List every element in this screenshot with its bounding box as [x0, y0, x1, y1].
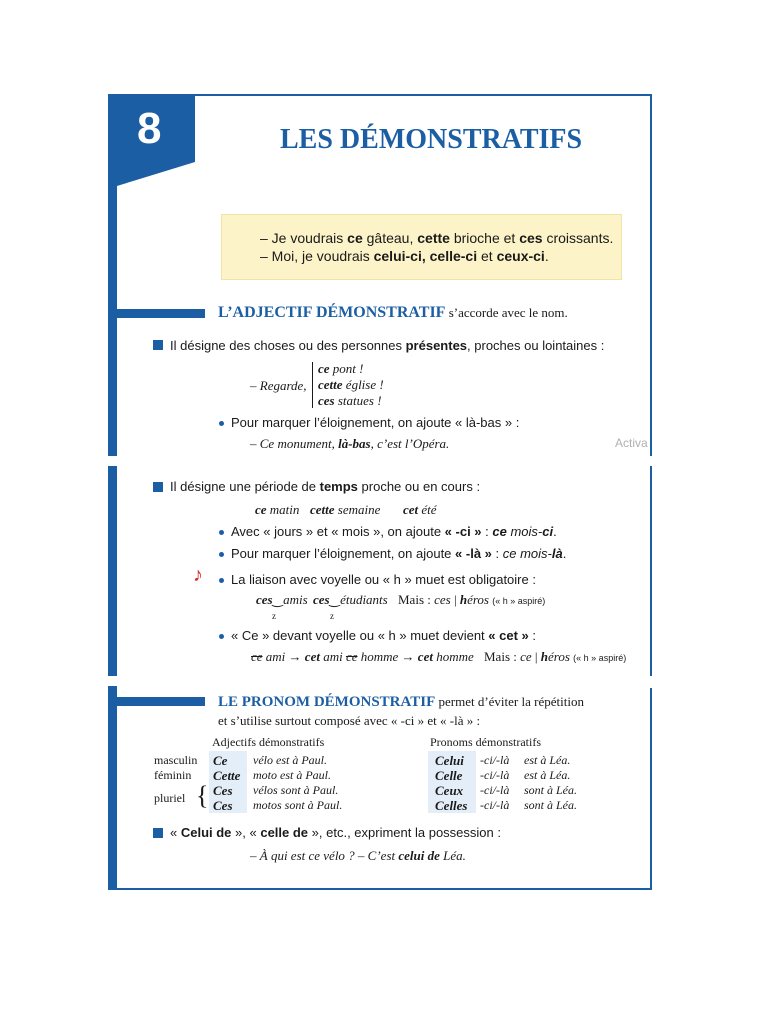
- left-border-bottom: [108, 686, 117, 890]
- pron-row-1: Celui: [435, 753, 464, 768]
- suffix-row-1: -ci/-là: [480, 753, 510, 767]
- regarde-brace: [312, 362, 313, 408]
- bullet-icon: [219, 634, 224, 639]
- eloignement-example: – Ce monument, là-bas, c’est l’Opéra.: [250, 436, 450, 451]
- bullet-icon: [219, 530, 224, 535]
- point-presentes: Il désigne des choses ou des personnes présentes, proches ou lointaines :: [170, 338, 605, 353]
- time-example-1: ce matin: [255, 502, 300, 517]
- cet-mais: Mais : ce | héros (« h » aspiré): [484, 649, 627, 664]
- pron-rest-row-3: sont à Léa.: [524, 783, 578, 797]
- right-border-middle: [650, 466, 652, 676]
- pron-rest-row-4: sont à Léa.: [524, 798, 578, 812]
- pron-row-4: Celles: [435, 798, 468, 813]
- left-border-middle: [108, 466, 117, 676]
- time-example-2: cette semaine: [310, 502, 381, 517]
- row-label-pluriel: pluriel: [154, 791, 186, 805]
- liaison-mais: Mais : ces | héros (« h » aspiré): [398, 592, 546, 607]
- section-heading-adjectif: L’ADJECTIF DÉMONSTRATIF s’accorde avec le nom.: [218, 304, 568, 321]
- col-header-adjectifs: Adjectifs démonstratifs: [212, 735, 325, 749]
- possession-example: – À qui est ce vélo ? – C’est celui de Léa.: [250, 848, 466, 863]
- bottom-border: [108, 888, 652, 890]
- adj-rest-row-4: motos sont à Paul.: [253, 798, 343, 812]
- music-note-icon: ♪: [193, 564, 203, 586]
- right-border-top: [650, 96, 652, 456]
- rule-ci: Avec « jours » et « mois », on ajoute « -ci » : ce mois-ci.: [231, 524, 557, 539]
- pluriel-brace: {: [196, 781, 209, 810]
- dialogue-line-2: – Moi, je voudrais celui-ci, celle-ci et ceux-ci.: [260, 248, 549, 264]
- liaison-z-2: z: [330, 611, 334, 621]
- adj-row-2: Cette: [213, 768, 241, 783]
- regarde-label: – Regarde,: [250, 378, 307, 393]
- square-bullet-icon: [153, 340, 163, 350]
- watermark-text: Activa: [615, 436, 648, 450]
- bullet-icon: [219, 421, 224, 426]
- pronom-line-2: et s’utilise surtout composé avec « -ci » et « -là » :: [218, 713, 481, 728]
- time-example-3: cet été: [403, 502, 437, 517]
- left-border-top: [108, 94, 117, 456]
- section-rule-pronom: [117, 697, 205, 706]
- suffix-row-4: -ci/-là: [480, 798, 510, 812]
- bullet-icon: [219, 552, 224, 557]
- adj-rest-row-1: vélo est à Paul.: [253, 753, 327, 767]
- chapter-number: 8: [137, 104, 162, 153]
- pron-row-2: Celle: [435, 768, 463, 783]
- chapter-title: LES DÉMONSTRATIFS: [280, 124, 583, 155]
- liaison-example-1: ces‿amis: [256, 592, 308, 607]
- point-temps: Il désigne une période de temps proche ou en cours :: [170, 479, 481, 494]
- rule-cet: « Ce » devant voyelle ou « h » muet devient « cet » :: [231, 628, 536, 643]
- square-bullet-icon: [153, 828, 163, 838]
- regarde-item-2: cette église !: [318, 377, 384, 392]
- cet-example: ce ami → cet ami ce homme → cet homme: [251, 649, 474, 664]
- point-possession: « Celui de », « celle de », etc., expriment la possession :: [170, 825, 501, 840]
- eloignement-rule: Pour marquer l’éloignement, on ajoute « là-bas » :: [231, 415, 520, 430]
- bullet-icon: [219, 578, 224, 583]
- liaison-z-1: z: [272, 611, 276, 621]
- dialogue-box: [221, 214, 622, 280]
- col-header-pronoms: Pronoms démonstratifs: [430, 735, 541, 749]
- pron-rest-row-2: est à Léa.: [524, 768, 571, 782]
- square-bullet-icon: [153, 482, 163, 492]
- suffix-row-2: -ci/-là: [480, 768, 510, 782]
- right-border-bottom: [650, 688, 652, 888]
- adj-row-4: Ces: [213, 798, 233, 813]
- section-rule-adjectif: [117, 309, 205, 318]
- adj-rest-row-3: vélos sont à Paul.: [253, 783, 339, 797]
- row-label-masculin: masculin: [154, 753, 198, 767]
- rule-la: Pour marquer l’éloignement, on ajoute « -là » : ce mois-là.: [231, 546, 567, 561]
- pron-rest-row-1: est à Léa.: [524, 753, 571, 767]
- rule-liaison: La liaison avec voyelle ou « h » muet est obligatoire :: [231, 572, 536, 587]
- dialogue-line-1: – Je voudrais ce gâteau, cette brioche et ces croissants.: [260, 230, 614, 246]
- pron-row-3: Ceux: [435, 783, 464, 798]
- row-label-feminin: féminin: [154, 768, 192, 782]
- adj-row-3: Ces: [213, 783, 233, 798]
- liaison-example-2: ces‿étudiants: [313, 592, 388, 607]
- section-heading-pronom: LE PRONOM DÉMONSTRATIF permet d’éviter la répétition: [218, 694, 584, 710]
- suffix-row-3: -ci/-là: [480, 783, 510, 797]
- adj-rest-row-2: moto est à Paul.: [253, 768, 331, 782]
- regarde-item-3: ces statues !: [318, 393, 382, 408]
- regarde-item-1: ce pont !: [318, 361, 364, 376]
- adj-row-1: Ce: [213, 753, 228, 768]
